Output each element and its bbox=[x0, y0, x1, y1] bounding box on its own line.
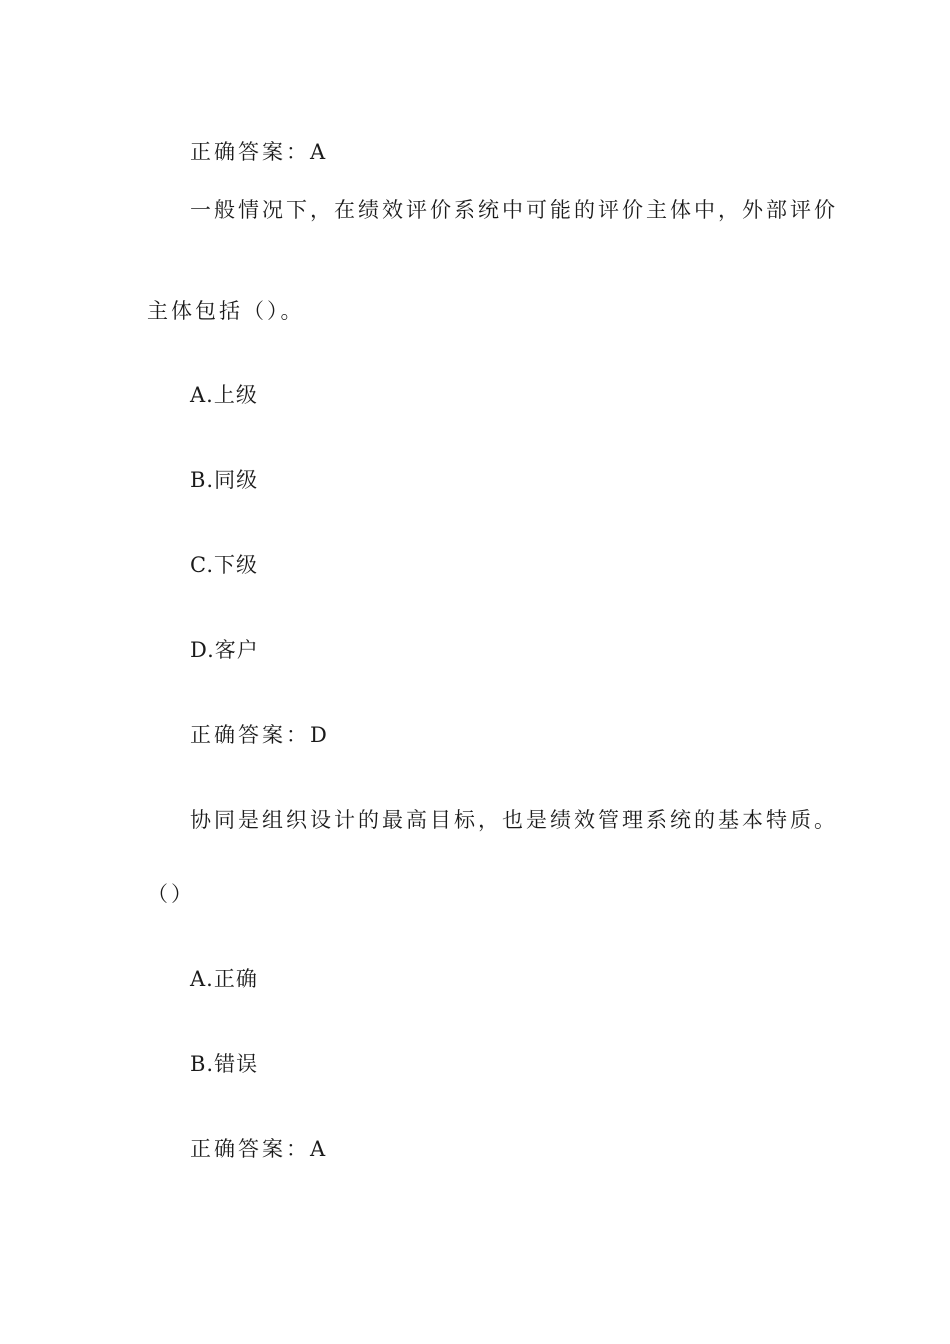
option-a: A.上级 bbox=[190, 383, 258, 407]
question-text: 协同是组织设计的最高目标，也是绩效管理系统的基本特质。 bbox=[190, 808, 838, 832]
question-text-continued: 主体包括（）。 bbox=[147, 299, 305, 323]
option-c: C.下级 bbox=[190, 553, 258, 577]
correct-answer: 正确答案：A bbox=[190, 1137, 329, 1161]
question-text: 一般情况下，在绩效评价系统中可能的评价主体中，外部评价 bbox=[190, 198, 838, 222]
option-b: B.错误 bbox=[190, 1052, 259, 1076]
question-text-continued: （） bbox=[147, 882, 195, 906]
option-b: B.同级 bbox=[190, 468, 259, 492]
option-a: A.正确 bbox=[190, 967, 258, 991]
correct-answer: 正确答案：D bbox=[190, 723, 330, 747]
option-d: D.客户 bbox=[190, 638, 259, 662]
correct-answer: 正确答案：A bbox=[190, 140, 329, 164]
